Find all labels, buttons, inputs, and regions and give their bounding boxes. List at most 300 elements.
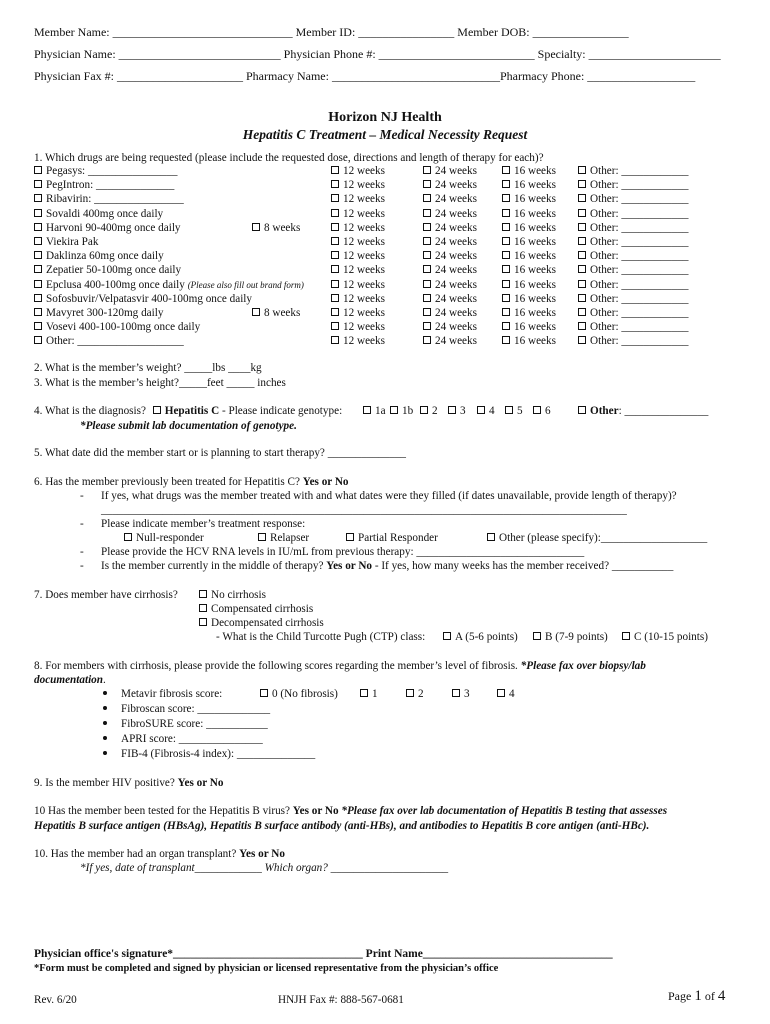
- drug-row[interactable]: [34, 193, 184, 206]
- q10b-text: 10. Has the member had an organ transplant?: [34, 848, 237, 860]
- drug-row-label: Daklinza 60mg once daily: [46, 250, 164, 263]
- twentyfour-weeks-option-checkbox[interactable]: [423, 280, 431, 288]
- genotype-option-label: 3: [460, 405, 466, 417]
- genotype-option-checkbox[interactable]: [477, 406, 485, 414]
- sixteen-weeks-option[interactable]: [502, 293, 556, 306]
- metavir-option-label: 3: [464, 688, 470, 700]
- other-duration-option-label: Other: ____________: [590, 179, 689, 192]
- twelve-weeks-option-label: 12 weeks: [343, 179, 385, 192]
- treatment-response-option[interactable]: [487, 532, 707, 545]
- sixteen-weeks-option-checkbox[interactable]: [502, 322, 510, 330]
- hepatitis-c-label: Hepatitis C: [164, 405, 220, 417]
- drug-row-label: PegIntron: ______________: [46, 179, 175, 192]
- ctp-option[interactable]: [622, 631, 708, 644]
- other-duration-option-checkbox[interactable]: [578, 280, 586, 288]
- twelve-weeks-option[interactable]: [331, 222, 385, 235]
- twelve-weeks-option-checkbox[interactable]: [331, 166, 339, 174]
- hepatitis-c-checkbox[interactable]: [153, 406, 161, 414]
- sixteen-weeks-option-checkbox[interactable]: [502, 308, 510, 316]
- twelve-weeks-option[interactable]: [331, 279, 385, 292]
- genotype-option-checkbox[interactable]: [363, 406, 371, 414]
- other-duration-option-label: Other: ____________: [590, 207, 689, 220]
- sixteen-weeks-option[interactable]: [502, 193, 556, 206]
- drug-row-checkbox[interactable]: [34, 322, 42, 330]
- q10a-note1: *Please fax over lab documentation of Hepatitis B testing that assesses: [341, 805, 668, 817]
- twelve-weeks-option-label: 12 weeks: [343, 335, 385, 348]
- treatment-response-option-checkbox[interactable]: [487, 533, 495, 541]
- metavir-option[interactable]: [452, 688, 470, 701]
- twelve-weeks-option-checkbox[interactable]: [331, 251, 339, 259]
- sixteen-weeks-option-label: 16 weeks: [514, 335, 556, 348]
- drug-row[interactable]: [34, 293, 252, 306]
- sixteen-weeks-option-label: 16 weeks: [514, 292, 556, 305]
- other-duration-option-label: Other: ____________: [590, 193, 689, 206]
- q10b-yes-no[interactable]: Yes or No: [239, 848, 285, 860]
- q10a-text: 10 Has the member been tested for the Hepatitis B virus?: [34, 805, 290, 817]
- sixteen-weeks-option-checkbox[interactable]: [502, 265, 510, 273]
- genotype-option[interactable]: [477, 405, 495, 418]
- genotype-option[interactable]: [448, 405, 466, 418]
- twelve-weeks-option[interactable]: [331, 321, 385, 334]
- drug-row-checkbox[interactable]: [34, 166, 42, 174]
- member-info-line: Member Name: ______________________________ Member ID: ________________ Member DOB: ________________: [34, 25, 629, 39]
- drug-row-checkbox[interactable]: [34, 280, 42, 288]
- sixteen-weeks-option-checkbox[interactable]: [502, 237, 510, 245]
- drug-row[interactable]: [34, 279, 304, 292]
- genotype-other-label: Other: [590, 405, 619, 417]
- drug-row[interactable]: [34, 321, 200, 334]
- q9-question: [34, 777, 223, 790]
- other-duration-option-checkbox[interactable]: [578, 180, 586, 188]
- twentyfour-weeks-option[interactable]: [423, 193, 477, 206]
- q6-question: [34, 476, 349, 489]
- twelve-weeks-option-checkbox[interactable]: [331, 294, 339, 302]
- twelve-weeks-option[interactable]: [331, 335, 385, 348]
- twentyfour-weeks-option[interactable]: [423, 236, 477, 249]
- other-duration-option[interactable]: [578, 222, 689, 235]
- twentyfour-weeks-option-checkbox[interactable]: [423, 294, 431, 302]
- drug-row[interactable]: [34, 236, 98, 249]
- twentyfour-weeks-option-checkbox[interactable]: [423, 194, 431, 202]
- drug-row-label: Harvoni 90-400mg once daily: [46, 221, 181, 234]
- twelve-weeks-option[interactable]: [331, 293, 385, 306]
- sixteen-weeks-option-checkbox[interactable]: [502, 336, 510, 344]
- metavir-option-label: 0 (No fibrosis): [272, 688, 338, 700]
- twelve-weeks-option[interactable]: [331, 165, 385, 178]
- other-duration-option-checkbox[interactable]: [578, 209, 586, 217]
- genotype-option-checkbox[interactable]: [505, 406, 513, 414]
- drug-row-label: Pegasys: ________________: [46, 165, 178, 177]
- treatment-response-option[interactable]: [124, 532, 204, 545]
- other-duration-option-checkbox[interactable]: [578, 336, 586, 344]
- sixteen-weeks-option-label: 16 weeks: [514, 221, 556, 234]
- drug-row-checkbox[interactable]: [34, 209, 42, 217]
- sixteen-weeks-option-checkbox[interactable]: [502, 251, 510, 259]
- q10a-yes-no[interactable]: Yes or No: [292, 805, 339, 817]
- sixteen-weeks-option-checkbox[interactable]: [502, 280, 510, 288]
- twelve-weeks-option[interactable]: [331, 264, 385, 277]
- sixteen-weeks-option-checkbox[interactable]: [502, 194, 510, 202]
- genotype-option[interactable]: [420, 405, 438, 418]
- twelve-weeks-option[interactable]: [331, 250, 385, 263]
- metavir-option[interactable]: [260, 688, 338, 701]
- drug-row-checkbox[interactable]: [34, 237, 42, 245]
- other-duration-option-label: Other: ____________: [590, 221, 689, 234]
- q8-note-cont: documentation.: [34, 674, 106, 686]
- other-duration-option-label: Other: ____________: [590, 307, 689, 319]
- q4-genotype-prompt: - Please indicate genotype:: [219, 405, 343, 417]
- q3-height: 3. What is the member’s height?_____feet _____ inches: [34, 377, 286, 389]
- brand-form-note: (Please also fill out brand form): [187, 279, 304, 290]
- other-duration-option-label: Other: ____________: [590, 250, 689, 263]
- other-duration-option[interactable]: [578, 236, 689, 249]
- genotype-option-label: 1a: [375, 405, 386, 417]
- drug-row[interactable]: [34, 222, 181, 235]
- other-duration-option-checkbox[interactable]: [578, 194, 586, 202]
- sixteen-weeks-option-label: 16 weeks: [514, 193, 556, 206]
- fibrosis-score-row[interactable]: [103, 718, 268, 731]
- twelve-weeks-option-label: 12 weeks: [343, 278, 385, 291]
- twelve-weeks-option[interactable]: [331, 307, 385, 320]
- ctp-option[interactable]: [533, 631, 608, 644]
- twelve-weeks-option-checkbox[interactable]: [331, 265, 339, 273]
- metavir-row: [103, 688, 222, 701]
- fibrosis-score-label: APRI score: _______________: [121, 733, 263, 745]
- sixteen-weeks-option[interactable]: [502, 208, 556, 221]
- q4-other: [578, 405, 708, 418]
- treatment-response-option[interactable]: [346, 532, 438, 545]
- treatment-response-option-checkbox[interactable]: [258, 533, 266, 541]
- drug-row-checkbox[interactable]: [34, 223, 42, 231]
- drug-row[interactable]: [34, 208, 163, 221]
- other-duration-option-checkbox[interactable]: [578, 166, 586, 174]
- sixteen-weeks-option-checkbox[interactable]: [502, 223, 510, 231]
- metavir-option-label: 4: [509, 688, 515, 700]
- twelve-weeks-option-checkbox[interactable]: [331, 180, 339, 188]
- treatment-response-option[interactable]: [258, 532, 309, 545]
- twelve-weeks-option[interactable]: [331, 208, 385, 221]
- genotype-option-checkbox[interactable]: [420, 406, 428, 414]
- genotype-other-blank: : _______________: [618, 405, 709, 417]
- treatment-response-option-label: Other (please specify):___________________: [499, 532, 708, 544]
- twelve-weeks-option-label: 12 weeks: [343, 250, 385, 263]
- other-duration-option-checkbox[interactable]: [578, 251, 586, 259]
- genotype-option[interactable]: [363, 405, 386, 418]
- form-subtitle: Hepatitis C Treatment – Medical Necessity Request: [242, 127, 528, 142]
- other-duration-option-checkbox[interactable]: [578, 237, 586, 245]
- sixteen-weeks-option[interactable]: [502, 307, 556, 320]
- revision: Rev. 6/20: [34, 994, 77, 1006]
- genotype-option[interactable]: [390, 405, 413, 418]
- cirrhosis-option-checkbox[interactable]: [199, 590, 207, 598]
- q8-note: *Please fax over biopsy/lab: [520, 660, 646, 672]
- q6-dash-b: -: [80, 518, 84, 530]
- fibrosis-score-row[interactable]: [103, 748, 315, 761]
- q5-start-date: 5. What date did the member start or is planning to start therapy? ______________: [34, 447, 407, 459]
- sixteen-weeks-option[interactable]: [502, 222, 556, 235]
- other-duration-option[interactable]: [578, 293, 689, 306]
- twentyfour-weeks-option-checkbox[interactable]: [423, 308, 431, 316]
- twelve-weeks-option-label: 12 weeks: [343, 236, 385, 248]
- other-duration-option-label: Other: ____________: [590, 165, 689, 177]
- fibrosis-score-row[interactable]: [103, 703, 270, 716]
- sixteen-weeks-option[interactable]: [502, 335, 556, 348]
- metavir-label: Metavir fibrosis score:: [121, 688, 223, 700]
- twentyfour-weeks-option-label: 24 weeks: [435, 278, 477, 291]
- genotype-option-label: 4: [489, 405, 495, 417]
- twentyfour-weeks-option-checkbox[interactable]: [423, 265, 431, 273]
- twentyfour-weeks-option-label: 24 weeks: [435, 264, 477, 277]
- q9-text: 9. Is the member HIV positive?: [34, 777, 175, 789]
- metavir-option-checkbox[interactable]: [497, 689, 505, 697]
- drug-row-checkbox[interactable]: [34, 194, 42, 202]
- drug-row-label: Viekira Pak: [46, 236, 99, 248]
- other-duration-option[interactable]: [578, 321, 689, 334]
- eight-weeks-option-checkbox[interactable]: [252, 308, 260, 316]
- metavir-option[interactable]: [406, 688, 424, 701]
- fibrosis-score-row[interactable]: [103, 733, 263, 746]
- genotype-option[interactable]: [533, 405, 551, 418]
- sixteen-weeks-option[interactable]: [502, 264, 556, 277]
- twelve-weeks-option-label: 12 weeks: [343, 193, 385, 206]
- twentyfour-weeks-option-checkbox[interactable]: [423, 237, 431, 245]
- twelve-weeks-option[interactable]: [331, 236, 385, 249]
- twelve-weeks-option-checkbox[interactable]: [331, 280, 339, 288]
- drug-row[interactable]: [34, 307, 163, 320]
- other-duration-option-label: Other: ____________: [590, 335, 689, 348]
- page-prefix: Page: [668, 989, 695, 1003]
- q8-note2: documentation: [34, 674, 103, 686]
- q6-dash-a: -: [80, 490, 84, 502]
- twentyfour-weeks-option-label: 24 weeks: [435, 207, 477, 220]
- twentyfour-weeks-option[interactable]: [423, 321, 477, 334]
- drug-row-checkbox[interactable]: [34, 336, 42, 344]
- drug-row-label: Sovaldi 400mg once daily: [46, 207, 164, 220]
- sixteen-weeks-option-label: 16 weeks: [514, 236, 556, 248]
- q6-line-d: [101, 560, 673, 573]
- q2-weight: 2. What is the member’s weight? _____lbs ____kg: [34, 362, 262, 374]
- twelve-weeks-option-checkbox[interactable]: [331, 223, 339, 231]
- ctp-option-checkbox[interactable]: [533, 632, 541, 640]
- genotype-option-checkbox[interactable]: [448, 406, 456, 414]
- sixteen-weeks-option[interactable]: [502, 165, 556, 178]
- drug-row-label: Mavyret 300-120mg daily: [46, 307, 164, 319]
- bullet-icon: [103, 691, 107, 695]
- genotype-other-checkbox[interactable]: [578, 406, 586, 414]
- q9-yes-no[interactable]: Yes or No: [177, 777, 224, 789]
- drug-row[interactable]: [34, 165, 177, 178]
- drug-row[interactable]: [34, 250, 164, 263]
- sixteen-weeks-option-label: 16 weeks: [514, 207, 556, 220]
- q1-question: 1. Which drugs are being requested (please include the requested dose, directions and length of therapy for each)?: [34, 152, 544, 164]
- other-duration-option[interactable]: [578, 279, 689, 292]
- page-number: [668, 990, 725, 1004]
- ctp-option[interactable]: [443, 631, 518, 644]
- twelve-weeks-option-checkbox[interactable]: [331, 237, 339, 245]
- q8-question: [34, 660, 646, 673]
- twentyfour-weeks-option-checkbox[interactable]: [423, 209, 431, 217]
- q6-line-c: Please provide the HCV RNA levels in IU/mL from previous therapy: ______________________________: [101, 546, 585, 558]
- twelve-weeks-option[interactable]: [331, 179, 385, 192]
- twelve-weeks-option-checkbox[interactable]: [331, 322, 339, 330]
- drug-row-checkbox[interactable]: [34, 308, 42, 316]
- drug-row[interactable]: [34, 335, 184, 348]
- twentyfour-weeks-option-checkbox[interactable]: [423, 180, 431, 188]
- genotype-option-checkbox[interactable]: [533, 406, 541, 414]
- drug-row-checkbox[interactable]: [34, 180, 42, 188]
- twentyfour-weeks-option-checkbox[interactable]: [423, 322, 431, 330]
- other-duration-option[interactable]: [578, 165, 689, 178]
- other-duration-option-label: Other: ____________: [590, 292, 689, 305]
- twentyfour-weeks-option-label: 24 weeks: [435, 307, 477, 319]
- twelve-weeks-option[interactable]: [331, 193, 385, 206]
- ctp-option-checkbox[interactable]: [622, 632, 630, 640]
- other-duration-option[interactable]: [578, 307, 689, 320]
- eight-weeks-option-checkbox[interactable]: [252, 223, 260, 231]
- twentyfour-weeks-option[interactable]: [423, 208, 477, 221]
- other-duration-option-checkbox[interactable]: [578, 223, 586, 231]
- drug-row-label: Epclusa 400-100mg once daily: [46, 278, 185, 291]
- eight-weeks-option-label: 8 weeks: [264, 307, 301, 319]
- ctp-option-label: A (5-6 points): [455, 631, 518, 643]
- sixteen-weeks-option-checkbox[interactable]: [502, 180, 510, 188]
- sixteen-weeks-option[interactable]: [502, 321, 556, 334]
- other-duration-option-checkbox[interactable]: [578, 308, 586, 316]
- metavir-option[interactable]: [497, 688, 515, 701]
- q6-text: 6. Has the member previously been treated for Hepatitis C?: [34, 476, 300, 488]
- twentyfour-weeks-option[interactable]: [423, 335, 477, 348]
- metavir-option-checkbox[interactable]: [360, 689, 368, 697]
- q6-line-d-yes-no[interactable]: Yes or No: [326, 560, 373, 572]
- bullet-icon: [103, 751, 107, 755]
- sixteen-weeks-option-checkbox[interactable]: [502, 209, 510, 217]
- q6-dash-c: -: [80, 546, 84, 558]
- other-duration-option[interactable]: [578, 250, 689, 263]
- twentyfour-weeks-option-label: 24 weeks: [435, 236, 477, 248]
- cirrhosis-option[interactable]: [199, 589, 266, 602]
- twelve-weeks-option-label: 12 weeks: [343, 321, 385, 334]
- fax-number: HNJH Fax #: 888-567-0681: [278, 994, 404, 1006]
- other-duration-option-checkbox[interactable]: [578, 265, 586, 273]
- metavir-option-checkbox[interactable]: [406, 689, 414, 697]
- drug-row[interactable]: [34, 264, 181, 277]
- twelve-weeks-option-checkbox[interactable]: [331, 308, 339, 316]
- other-duration-option[interactable]: [578, 193, 689, 206]
- twentyfour-weeks-option[interactable]: [423, 264, 477, 277]
- cirrhosis-option-checkbox[interactable]: [199, 604, 207, 612]
- other-duration-option-checkbox[interactable]: [578, 294, 586, 302]
- physician-fax-pharmacy-line: Physician Fax #: _____________________ Pharmacy Name: ____________________________Pharmacy Phone: __________________: [34, 69, 696, 83]
- bullet-icon: [103, 706, 107, 710]
- other-duration-option-label: Other: ____________: [590, 264, 689, 277]
- drug-row-checkbox[interactable]: [34, 265, 42, 273]
- metavir-option[interactable]: [360, 688, 378, 701]
- drug-row-checkbox[interactable]: [34, 251, 42, 259]
- q10-transplant: [34, 848, 285, 861]
- bullet-icon: [103, 736, 107, 740]
- metavir-option-label: 2: [418, 688, 424, 700]
- fibrosis-score-label: FibroSURE score: ___________: [121, 718, 268, 730]
- genotype-option-label: 6: [545, 405, 551, 417]
- sixteen-weeks-option-label: 16 weeks: [514, 165, 556, 177]
- drug-row-checkbox[interactable]: [34, 294, 42, 302]
- cirrhosis-option[interactable]: [199, 617, 324, 630]
- eight-weeks-option-label: 8 weeks: [264, 221, 301, 234]
- other-duration-option[interactable]: [578, 264, 689, 277]
- sixteen-weeks-option[interactable]: [502, 279, 556, 292]
- sixteen-weeks-option-label: 16 weeks: [514, 264, 556, 277]
- metavir-option-checkbox[interactable]: [260, 689, 268, 697]
- eight-weeks-option[interactable]: [252, 307, 300, 320]
- ctp-option-label: C (10-15 points): [634, 631, 708, 643]
- genotype-option-checkbox[interactable]: [390, 406, 398, 414]
- q4-diagnosis: [34, 405, 342, 418]
- twentyfour-weeks-option[interactable]: [423, 179, 477, 192]
- sixteen-weeks-option[interactable]: [502, 250, 556, 263]
- other-duration-option-label: Other: ____________: [590, 236, 689, 248]
- twelve-weeks-option-label: 12 weeks: [343, 292, 385, 305]
- fibrosis-score-label: Fibroscan score: _____________: [121, 703, 271, 715]
- twelve-weeks-option-checkbox[interactable]: [331, 194, 339, 202]
- twentyfour-weeks-option-label: 24 weeks: [435, 292, 477, 305]
- sixteen-weeks-option-label: 16 weeks: [514, 179, 556, 192]
- twentyfour-weeks-option-checkbox[interactable]: [423, 166, 431, 174]
- twentyfour-weeks-option-checkbox[interactable]: [423, 223, 431, 231]
- twentyfour-weeks-option[interactable]: [423, 279, 477, 292]
- ctp-question: - What is the Child Turcotte Pugh (CTP) class:: [216, 631, 426, 643]
- eight-weeks-option[interactable]: [252, 222, 300, 235]
- twelve-weeks-option-label: 12 weeks: [343, 207, 385, 220]
- twentyfour-weeks-option-checkbox[interactable]: [423, 251, 431, 259]
- twelve-weeks-option-label: 12 weeks: [343, 307, 385, 319]
- metavir-option-checkbox[interactable]: [452, 689, 460, 697]
- twentyfour-weeks-option-label: 24 weeks: [435, 193, 477, 206]
- cirrhosis-option[interactable]: [199, 603, 313, 616]
- drug-row-label: Other: ___________________: [46, 335, 184, 348]
- treatment-response-option-checkbox[interactable]: [346, 533, 354, 541]
- twentyfour-weeks-option[interactable]: [423, 222, 477, 235]
- twentyfour-weeks-option[interactable]: [423, 293, 477, 306]
- cirrhosis-option-checkbox[interactable]: [199, 618, 207, 626]
- drug-row-label: Sofosbuvir/Velpatasvir 400-100mg once daily: [46, 292, 253, 305]
- twentyfour-weeks-option[interactable]: [423, 165, 477, 178]
- ctp-option-label: B (7-9 points): [545, 631, 608, 643]
- treatment-response-option-label: Relapser: [270, 532, 310, 544]
- other-duration-option[interactable]: [578, 208, 689, 221]
- sixteen-weeks-option[interactable]: [502, 179, 556, 192]
- metavir-option-label: 1: [372, 688, 378, 700]
- bullet-icon: [103, 721, 107, 725]
- drug-row[interactable]: [34, 179, 174, 192]
- q6-line-a-blank[interactable]: ______________________________________________________________________________________________: [101, 504, 627, 516]
- q6-yes-no[interactable]: Yes or No: [302, 476, 349, 488]
- twentyfour-weeks-option-checkbox[interactable]: [423, 336, 431, 344]
- sixteen-weeks-option[interactable]: [502, 236, 556, 249]
- other-duration-option-checkbox[interactable]: [578, 322, 586, 330]
- twentyfour-weeks-option[interactable]: [423, 250, 477, 263]
- signature-line[interactable]: Physician office's signature*_________________________________ Print Name_________________________________: [34, 948, 613, 960]
- ctp-option-checkbox[interactable]: [443, 632, 451, 640]
- twelve-weeks-option-checkbox[interactable]: [331, 209, 339, 217]
- other-duration-option[interactable]: [578, 335, 689, 348]
- twelve-weeks-option-checkbox[interactable]: [331, 336, 339, 344]
- sixteen-weeks-option-checkbox[interactable]: [502, 294, 510, 302]
- twentyfour-weeks-option[interactable]: [423, 307, 477, 320]
- sixteen-weeks-option-checkbox[interactable]: [502, 166, 510, 174]
- other-duration-option[interactable]: [578, 179, 689, 192]
- treatment-response-option-checkbox[interactable]: [124, 533, 132, 541]
- genotype-option[interactable]: [505, 405, 523, 418]
